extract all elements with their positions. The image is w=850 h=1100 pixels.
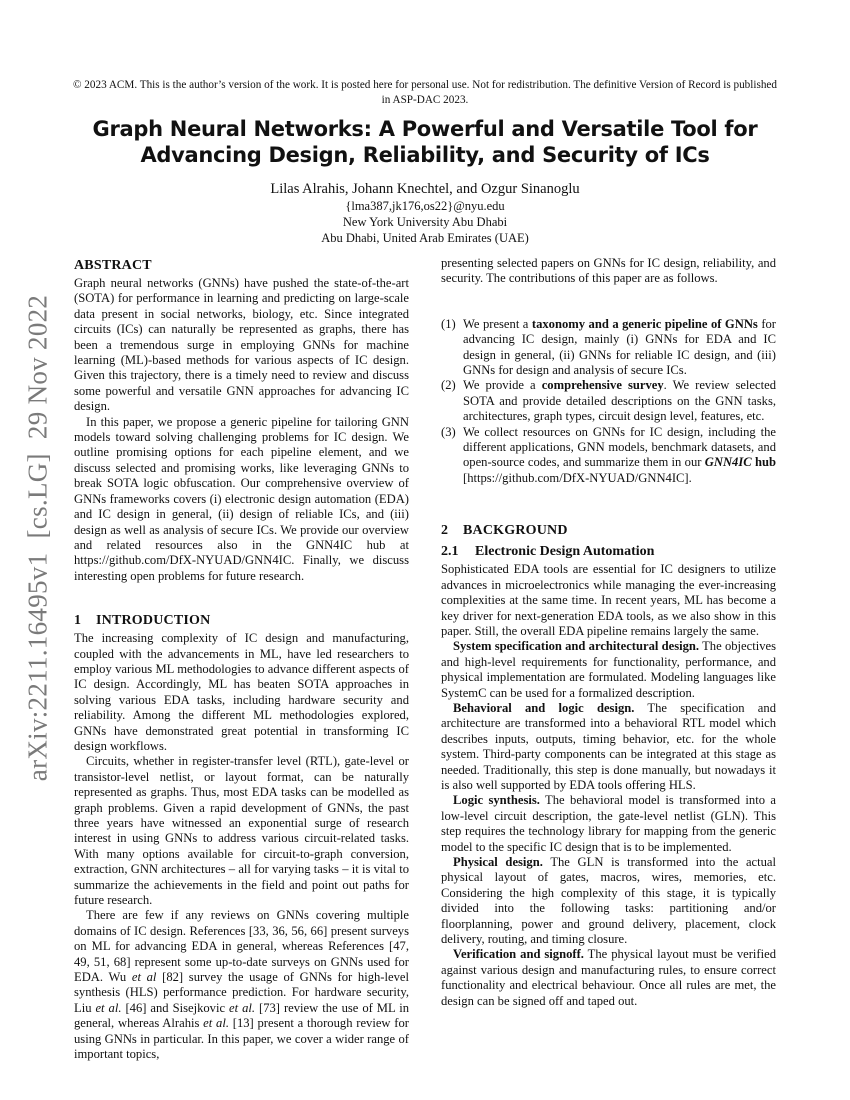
text: [82] survey the usage of GNNs for high-level synthesis (HLS) performance prediction. For hardware security, Liu xyxy=(74,970,409,1015)
background-heading xyxy=(441,522,776,539)
intro-paragraph-3 xyxy=(74,908,409,1062)
section-number: 2 xyxy=(441,523,449,539)
intro-paragraph-1: The increasing complexity of IC design and manufacturing, coupled with the advancements in ML, have led researchers to employ various ML methodologies to advance different aspects of IC design. Accordingly, ML has beaten SOTA approaches in solving various EDA tasks, including hardware security and reliability. Among the different ML methodologies explored, GNNs have demonstrated great potential in transforming IC design workflows. xyxy=(74,631,409,753)
stage-paragraph xyxy=(441,639,776,701)
stage-paragraph xyxy=(441,701,776,793)
text: [73] review the use of ML in general, whereas Alrahis xyxy=(74,1000,410,1031)
contribution-item xyxy=(441,317,776,379)
subsection-number: 2.1 xyxy=(441,544,459,560)
stage-title: System specification and architectural design. xyxy=(453,639,700,654)
text: The physical layout must be verified against various design and manufacturing rules, to ensure correct functionality and electrical behaviour. Once all rules are met, the design can be signed off and taped out. xyxy=(441,947,776,1008)
stage-title: Physical design. xyxy=(453,855,543,869)
subsection-title: Electronic Design Automation xyxy=(475,544,655,560)
stage-paragraph xyxy=(441,855,776,947)
institution: New York University Abu Dhabi xyxy=(342,215,508,229)
text: [13] present a thorough review for using GNNs in particular. In this paper, we cover a wider range of important topics, xyxy=(74,1016,409,1062)
contributions-list xyxy=(441,317,776,486)
arxiv-identifier: arXiv:2211.16495v1 [cs.LG] 29 Nov 2022 xyxy=(22,294,53,782)
text: We collect resources on GNNs for IC design, including the different applications, GNN models, benchmark datasets, and open-source codes, and summarize them in our xyxy=(463,424,776,470)
text: GNN4IC xyxy=(704,455,752,470)
text: hub xyxy=(751,455,776,470)
abstract-paragraph-1: Graph neural networks (GNNs) have pushed the state-of-the-art (SOTA) for performance in learning and predicting on large-scale data present in social networks, biology, etc. Since integrated circuits (ICs) can naturally be represented as graphs, there has been a tremendous surge in employing GNNs for machine learning (ML)-based methods for various aspects of IC design. Given this trajectory, there is a timely need to review and discuss some powerful and versatile GNN approaches for advancing IC design. xyxy=(74,276,409,414)
contribution-item xyxy=(441,378,776,424)
intro-continuation: presenting selected papers on GNNs for IC design, reliability, and security. The contributions of this paper are as follows. xyxy=(441,256,776,286)
affiliation xyxy=(60,198,790,246)
left-column xyxy=(74,257,409,1063)
email: {lma387,jk176,os22}@nyu.edu xyxy=(345,199,505,213)
title-line-1: Graph Neural Networks: A Powerful and Versatile Tool for xyxy=(92,117,758,141)
text: et al xyxy=(131,970,157,985)
stage-title: Behavioral and logic design. xyxy=(453,700,635,715)
item-number: (2) xyxy=(441,378,456,393)
abstract-paragraph-2: In this paper, we propose a generic pipeline for tailoring GNN models toward solving challenging problems for IC design. We outline promising options for each pipeline element, and we discuss selected and promising works, like leveraging GNNs to break SOTA logic obfuscation. Our comprehensive overview of GNNs frameworks covers (i) electronic design automation (EDA) and IC design in general, (ii) design of reliable ICs, and (iii) design as well as analysis of secure ICs. We provide our overview and related resources also in the GNN4IC hub at https://github.com/DfX-NYUAD/GNN4IC. Finally, we discuss interesting open problems for future research. xyxy=(74,414,409,583)
eda-subheading xyxy=(441,543,776,560)
item-number: (3) xyxy=(441,424,456,439)
text: et al. xyxy=(203,1016,229,1031)
stage-paragraph xyxy=(441,793,776,855)
paper-title xyxy=(60,116,790,168)
abstract-heading: ABSTRACT xyxy=(74,258,152,273)
location: Abu Dhabi, United Arab Emirates (UAE) xyxy=(321,231,529,245)
item-number: (1) xyxy=(441,316,456,331)
stage-paragraph xyxy=(441,947,776,1009)
text: et al. xyxy=(229,1000,256,1015)
text: The specification and architecture are transformed into a behavioral RTL model which describes inputs, outputs, timing behavior, etc. for the whole system. Third-party components can be integrated at this stage as needed. Traditionally, this step is done manually, but nowadays it is also well supported by EDA tools offering HLS. xyxy=(441,700,776,792)
text: [https://github.com/DfX-NYUAD/GNN4IC]. xyxy=(463,470,692,485)
authors: Lilas Alrahis, Johann Knechtel, and Ozgur Sinanoglu xyxy=(270,181,580,197)
text: taxonomy and a generic pipeline of GNNs xyxy=(531,316,758,331)
intro-paragraph-2: Circuits, whether in register-transfer level (RTL), gate-level or transistor-level netlist, or layout format, can be naturally represented as graphs. Thus, most EDA tasks can be modelled as graph problems. Given a rapid development of GNNs, the past three years have witnessed an exponential surge of research interest in using GNNs to address various circuit-related tasks. With many options available for circuit-to-graph conversion, extraction, GNN architectures – all for varying tasks – it is vital to summarize the achievements in the field and point out paths for future research. xyxy=(74,754,409,908)
text: . We review selected SOTA and provide detailed descriptions on the GNN tasks, architectures, graph types, circuit design level, features, etc. xyxy=(463,378,776,424)
section-title: INTRODUCTION xyxy=(96,613,211,629)
text: We present a xyxy=(463,316,532,331)
copyright-notice: © 2023 ACM. This is the author’s version of the work. It is posted here for personal use. Not for redistribution. The definitive Version of Record is published in ASP-DAC 2023. xyxy=(73,79,777,106)
stage-title: Verification and signoff. xyxy=(453,947,584,962)
eda-intro: Sophisticated EDA tools are essential for IC designers to utilize advances in microelectronics while managing the ever-increasing complexities at the same time. In recent years, ML has become a key driver for next-generation EDA tools, as we also show in this paper. Still, the overall EDA pipeline remains largely the same. xyxy=(441,562,776,638)
text: for advancing IC design, mainly (i) GNNs for EDA and IC design in general, (ii) GNNs for reliable IC design, and (iii) GNNs for design and analysis of secure ICs. xyxy=(463,316,777,378)
text: We provide a xyxy=(463,378,542,393)
text: et al. xyxy=(95,1000,122,1015)
right-column xyxy=(441,256,776,1009)
section-title: BACKGROUND xyxy=(463,523,568,539)
text: The behavioral model is transformed into a low-level circuit description, the gate-level netlist (GLN). This step requires the technology library for mapping from the generic model to the specific IC design that is to be implemented. xyxy=(441,793,776,854)
introduction-heading xyxy=(74,612,409,629)
text: comprehensive survey xyxy=(541,378,664,393)
contribution-item xyxy=(441,425,776,487)
section-number: 1 xyxy=(74,613,82,629)
text: The objectives and high-level requirements for functionality, performance, and physical implementation are formulated. Modeling languages like SystemC can be used for a formalized description. xyxy=(441,639,776,700)
text: [46] and Sisejkovic xyxy=(121,1000,230,1015)
stage-title: Logic synthesis. xyxy=(453,793,540,808)
text: There are few if any reviews on GNNs covering multiple domains of IC design. References [33, 36, 56, 66] present surveys on ML for advancing EDA in general, whereas References [47, 49, 51, 68] represent some up-to-date surveys on GNNs used for EDA. Wu xyxy=(74,908,409,985)
title-line-2: Advancing Design, Reliability, and Security of ICs xyxy=(140,143,710,167)
text: The GLN is transformed into the actual physical layout of gates, macros, wires, memories, etc. Considering the high complexity of this stage, it is typically divided into the following tasks: partitioning and/or floorplanning, power and ground delivery, placement, clock delivery, routing, and timing closure. xyxy=(441,855,777,947)
